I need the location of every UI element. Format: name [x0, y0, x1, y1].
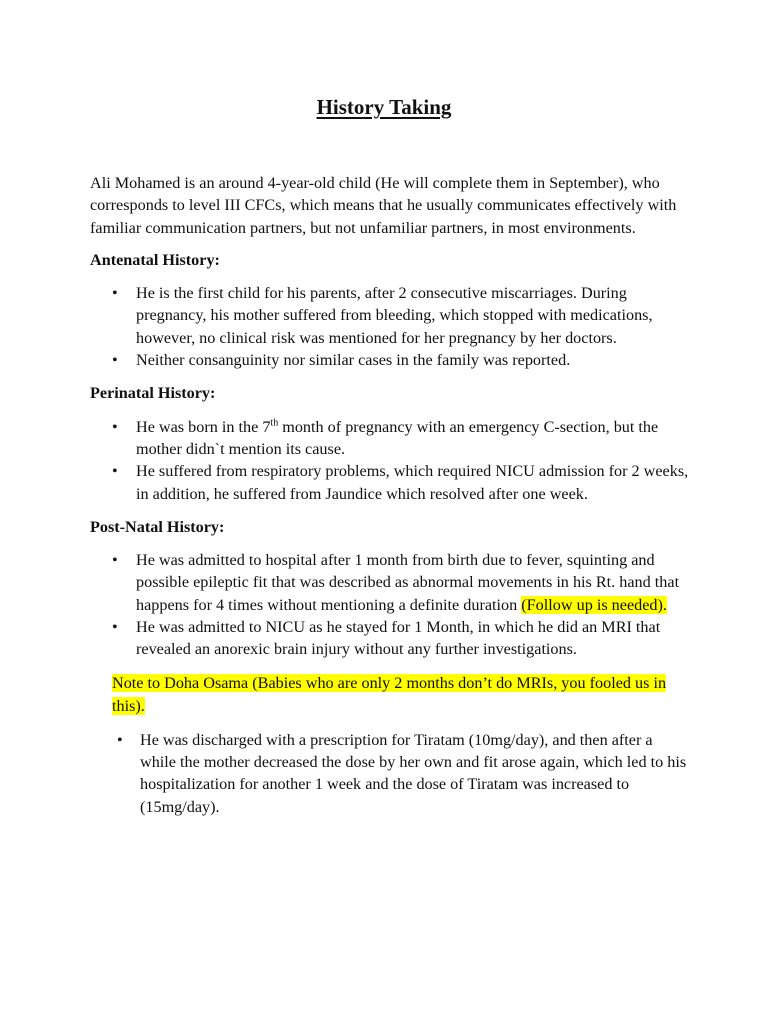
perinatal-item-1: [90, 416, 690, 461]
postnatal-item-2: • He was admitted to NICU as he stayed for 1 Month, in which he did an MRI that revealed an anorexic brain injury without any further investigations.: [90, 616, 690, 661]
antenatal-item-1: • He is the first child for his parents, after 2 consecutive miscarriages. During pregnancy, his mother suffered from bleeding, which stopped with medications, however, no clinical risk was mentioned for her pregnancy by her doctors.: [90, 282, 690, 349]
perinatal-item-2: • He suffered from respiratory problems, which required NICU admission for 2 weeks, in addition, he suffered from Jaundice which resolved after one week.: [90, 460, 690, 505]
postnatal-list-continued: [90, 729, 690, 818]
postnatal-item-3: • He was discharged with a prescription for Tiratam (10mg/day), and then after a while the mother decreased the dose by her own and fit arose again, which led to his hospitalization for another 1 week and the dose of Tiratam was increased to (15mg/day).: [90, 729, 690, 818]
perinatal-item-1-text-a: He was born in the 7: [136, 417, 271, 436]
postnatal-heading: Post-Natal History:: [90, 517, 225, 536]
postnatal-item-1-text: He was admitted to hospital after 1 month from birth due to fever, squinting and possible epileptic fit that was described as abnormal movements in his Rt. hand that happens for 4 times without mentioning a definite duration: [136, 551, 680, 614]
document-title: History Taking: [316, 95, 452, 119]
perinatal-list: [90, 416, 690, 505]
perinatal-item-1-text-b: month of pregnancy with an emergency C-section, but the mother didn`t mention its cause.: [136, 417, 659, 458]
reviewer-note-highlight: Note to Doha Osama (Babies who are only 2 months don’t do MRIs, you fooled us in this).: [112, 673, 667, 715]
postnatal-list: [90, 549, 690, 660]
perinatal-heading: Perinatal History:: [90, 384, 216, 403]
antenatal-item-2: • Neither consanguinity nor similar cases in the family was reported.: [90, 349, 690, 371]
intro-paragraph: Ali Mohamed is an around 4-year-old child (He will complete them in September), who corresponds to level III CFCs, which means that he usually communicates effectively with familiar communication partners, but not unfamiliar partners, in most environments.: [90, 174, 677, 237]
postnatal-item-1: [90, 549, 690, 616]
ordinal-superscript: th: [270, 417, 279, 429]
document-body: [90, 172, 690, 829]
follow-up-highlight: (Follow up is needed).: [521, 595, 667, 614]
antenatal-list: [90, 282, 690, 371]
reviewer-note: [90, 672, 690, 718]
antenatal-heading: Antenatal History:: [90, 250, 220, 269]
